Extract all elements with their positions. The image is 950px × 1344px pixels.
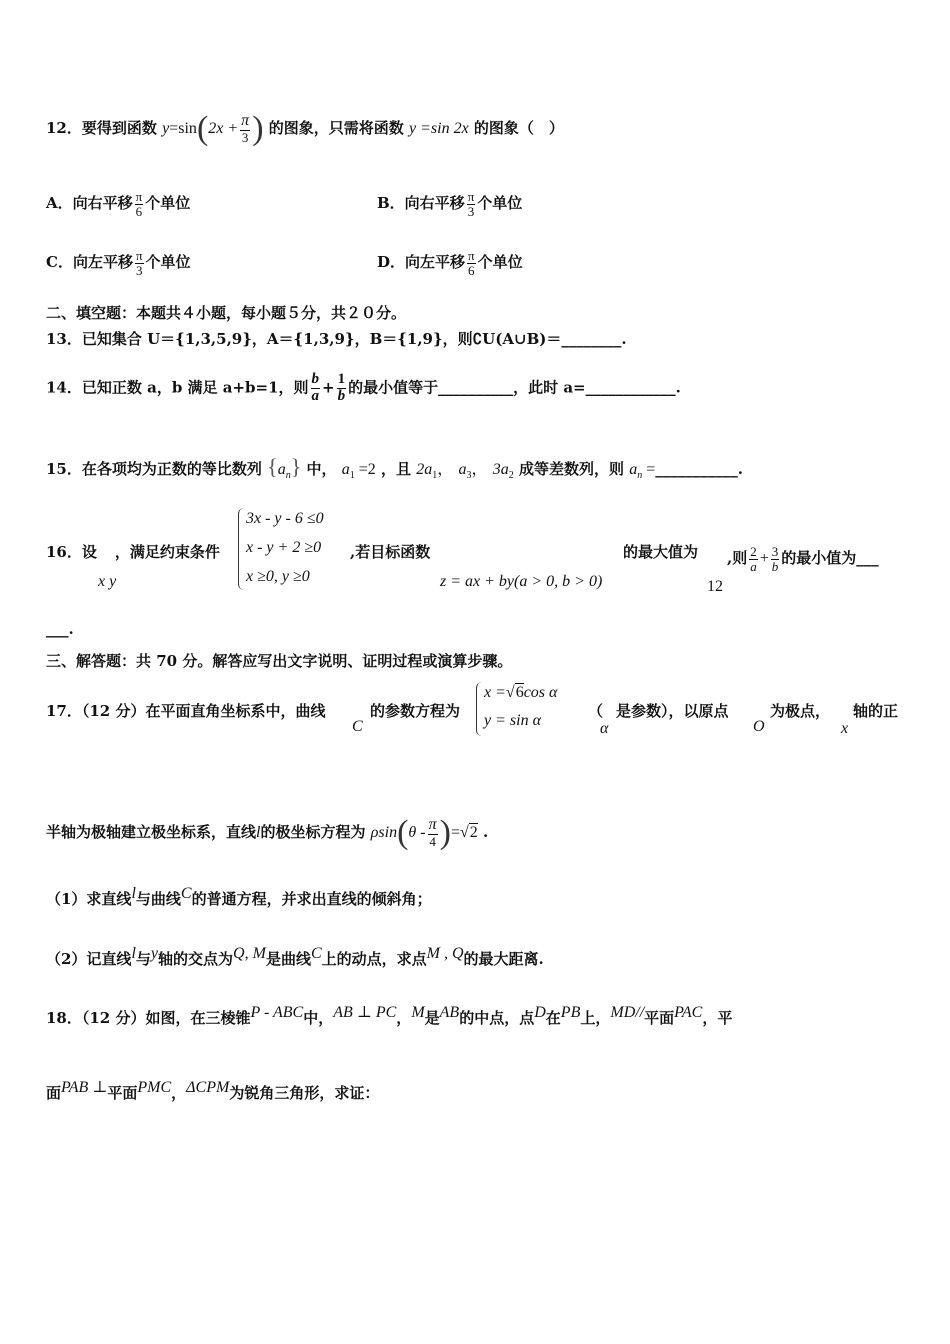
q12-func1-arg: 2x + bbox=[208, 120, 239, 137]
q14-frac-1-over-b: $\frac{1}{b}$ bbox=[337, 371, 346, 404]
q18-line1: 18．（12 分）如图，在三棱锥P - ABC中，AB ⊥ PC，M是AB的中点，点D在PB上，MD//平面PAC，平 bbox=[46, 1004, 733, 1027]
q12-func2: y =sin 2x bbox=[409, 120, 469, 137]
q16-mid4: ,则 $\frac{2}{a}$ + $\frac{3}{b}$ 的最小值为___ bbox=[727, 544, 879, 574]
section3-title: 三、解答题：共 70 分。解答应写出文字说明、证明过程或演算步骤。 bbox=[46, 652, 513, 670]
q17-eq2: y = sin α bbox=[484, 712, 541, 729]
q17-alpha: α bbox=[600, 720, 609, 737]
q17-x: x bbox=[841, 720, 849, 737]
q13-stem: 13．已知集合 U＝{1,3,5,9}，A＝{1,3,9}，B＝{1,9}，则∁U(A∪B)＝________. bbox=[46, 330, 627, 348]
q16-pre: 16．设 ，满足约束条件 bbox=[46, 543, 220, 561]
q12-stem bbox=[46, 112, 564, 146]
q17-part1: （1）求直线l与曲线C的普通方程，并求出直线的倾斜角； bbox=[46, 885, 432, 908]
q16-mid3: 的最大值为 bbox=[623, 543, 699, 561]
q16-continuation: ___. bbox=[46, 620, 74, 638]
q18-line2: 面PAB ⊥平面PMC，ΔCPM为锐角三角形，求证： bbox=[46, 1079, 380, 1102]
q12-optA-frac: $\frac{\pi}{6}$ bbox=[135, 189, 143, 219]
q17-C: C bbox=[352, 718, 363, 735]
q16-constraint-3: x ≥0, y ≥0 bbox=[246, 568, 310, 585]
q16-maxval: 12 bbox=[707, 578, 723, 595]
q16-constraint-2: x - y + 2 ≥0 bbox=[246, 539, 322, 556]
q12-post: 的图象（ ） bbox=[473, 119, 564, 137]
q16-constraint-1: 3x - y - 6 ≤0 bbox=[246, 510, 324, 527]
q12-optD-frac: $\frac{\pi}{6}$ bbox=[468, 248, 475, 278]
q12-number: 12． bbox=[46, 119, 82, 137]
q17-mid4: 轴的正 bbox=[853, 702, 899, 720]
q12-mid: 的图象，只需将函数 bbox=[268, 119, 404, 137]
q15-stem: 15．在各项均为正数的等比数列 $\{a_n\}$ 中， $a_1 =2$ ，且 $2a_1$， $a_3$， $3a_2$ 成等差数列，则 $a_n$ =___________. bbox=[46, 454, 743, 481]
q17-O: O bbox=[753, 718, 765, 735]
q12-option-c: C．向左平移 $\frac{\pi}{3}$ 个单位 bbox=[46, 248, 191, 278]
q12-pre: 要得到函数 bbox=[81, 119, 157, 137]
section2-title: 二、填空题：本题共４小题，每小题５分，共２０分。 bbox=[46, 304, 407, 322]
q12-optB-frac: $\frac{\pi}{3}$ bbox=[467, 189, 475, 219]
q16-mid2: ,若目标函数 bbox=[350, 543, 431, 561]
q17-eq1: x =√6cos α bbox=[484, 684, 558, 701]
q12-func1-y: y bbox=[162, 120, 170, 137]
paren-right: ) bbox=[252, 110, 264, 147]
q12-optC-frac: $\frac{\pi}{3}$ bbox=[135, 248, 143, 278]
q17-pre: 17．（12 分）在平面直角坐标系中，曲线 bbox=[46, 702, 326, 720]
q16-vars: x y bbox=[98, 573, 117, 590]
q16-frac-3-over-b: $\frac{3}{b}$ bbox=[771, 544, 779, 574]
q12-func1-frac: $\frac{\pi}{3}$ bbox=[241, 112, 250, 146]
q17-mid2: 是参数），以原点 bbox=[616, 702, 729, 720]
q12-option-d: D．向左平移 $\frac{\pi}{6}$ 个单位 bbox=[377, 248, 523, 278]
q17-pi-over-4: $\frac{\pi}{4}$ bbox=[428, 816, 437, 850]
q17-mid1: 的参数方程为 bbox=[370, 702, 461, 720]
paren-left: ( bbox=[196, 110, 209, 147]
q17-paren: （ bbox=[588, 702, 604, 720]
q16-frac-2-over-a: $\frac{2}{a}$ bbox=[750, 544, 757, 574]
q14-stem: 14．已知正数 a，b 满足 a+b=1，则 $\frac{b}{a}$ + $\frac{1}{b}$ 的最小值等于__________，此时 a=____________. bbox=[46, 371, 681, 404]
q17-line2: 半轴为极轴建立极坐标系，直线l的极坐标方程为 ρsin(θ - $\frac{\pi}{4}$ )=√2 . bbox=[46, 814, 489, 851]
q12-option-a: A．向右平移 $\frac{\pi}{6}$ 个单位 bbox=[46, 189, 191, 219]
q17-part2: （2）记直线l与y轴的交点为Q, M是曲线C上的动点，求点M , Q的最大距离. bbox=[46, 945, 544, 968]
q15-seq: a bbox=[277, 461, 286, 478]
q12-func1-eq: =sin bbox=[169, 120, 197, 137]
q12-option-b: B．向右平移 $\frac{\pi}{3}$ 个单位 bbox=[377, 189, 523, 219]
q14-frac-b-over-a: $\frac{b}{a}$ bbox=[311, 371, 320, 404]
q16-objective: z = ax + by(a > 0, b > 0) bbox=[440, 573, 603, 590]
q17-mid3: 为极点， bbox=[770, 702, 831, 720]
